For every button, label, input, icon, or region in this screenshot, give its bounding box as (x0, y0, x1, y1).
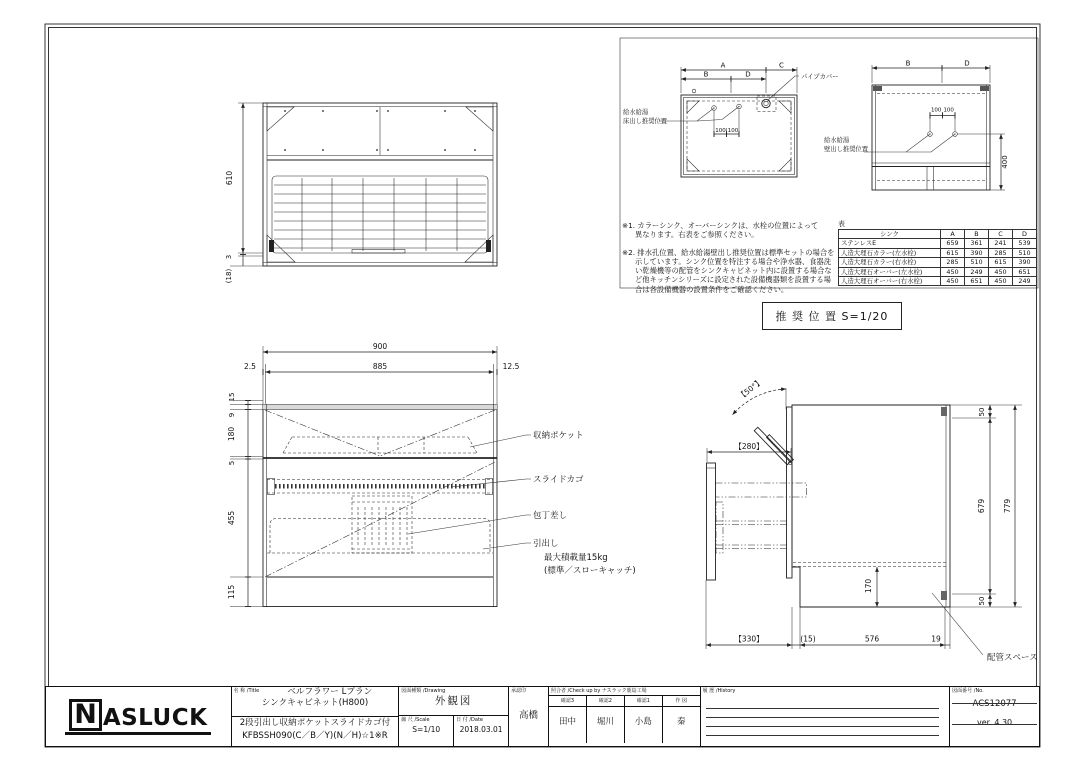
dim-50-top: 50 (978, 407, 986, 417)
dim-330: 【330】 (734, 634, 764, 644)
val-d: 390 (1013, 258, 1037, 267)
dim-12-5: 12.5 (502, 362, 520, 371)
check-col (586, 696, 624, 743)
scale-caption-box (762, 302, 902, 330)
check-col (549, 696, 586, 743)
dim-b: B (703, 70, 709, 79)
product-name: シンクキャビネット(H800) (261, 698, 369, 708)
val-c: 450 (989, 267, 1013, 276)
dim-455: 455 (227, 510, 236, 526)
val-a: 450 (941, 267, 965, 276)
check-role: 確認1 (625, 696, 662, 707)
val-d: 539 (1013, 239, 1037, 248)
dim-2-5: 2.5 (244, 362, 256, 371)
checker-name: 田中 (558, 717, 576, 727)
dim-a: A (720, 61, 726, 70)
val-a: 285 (941, 258, 965, 267)
side-view (706, 376, 1038, 663)
history-line (706, 717, 940, 718)
plan-view (623, 62, 839, 178)
dim-100-wall-2: 100 (943, 107, 954, 114)
history-line (706, 726, 940, 727)
note-1-line: ※1. カラーシンク、オーバーシンクは、水栓の位置によって (622, 221, 819, 230)
table-row (839, 239, 1037, 248)
drawing-version: ver. 4.30 (977, 718, 1013, 727)
val-b: 249 (965, 267, 989, 276)
label-pipe-space: 配管スペース (987, 653, 1038, 663)
val-d: 651 (1013, 267, 1037, 276)
history-line (706, 708, 940, 709)
dim-9: 9 (228, 412, 236, 418)
dim-rear-b: B (905, 59, 911, 68)
table-row (839, 277, 1037, 286)
check-role: 確認3 (549, 696, 586, 707)
label-wall-supply-1: 給水給湯 (824, 137, 850, 144)
product-code: KFBSSH090(C／B／Y)(N／H)☆1※R (242, 731, 388, 741)
drawing-type-header: 図面種類 /Drawing (401, 688, 446, 694)
check-role: 確認2 (587, 696, 624, 707)
col-header-c: C (989, 230, 1013, 239)
checker-name: 堀川 (596, 717, 614, 727)
sink-type: 人造大理石カラー(左水栓) (839, 248, 941, 257)
dim-885: 885 (372, 362, 388, 371)
check-col (662, 696, 700, 743)
val-c: 285 (989, 248, 1013, 257)
drawing-number-header: 図面番号 /No. (952, 688, 984, 694)
history-header: 履 歴 /History (702, 688, 736, 694)
dim-610: 610 (225, 170, 234, 186)
col-header-b: B (965, 230, 989, 239)
title-header: 名 称 /Title (233, 688, 260, 694)
val-a: 615 (941, 248, 965, 257)
scale-value: S=1/10 (412, 725, 441, 734)
logo-cell (46, 687, 231, 746)
product-spec: 2段引出し収納ポケットスライドカゴ付 (239, 718, 391, 728)
dim-d: D (745, 70, 751, 79)
top-view (225, 103, 497, 283)
check-cell (548, 687, 700, 746)
label-drawer-note: (標準／スローキャッチ) (544, 566, 636, 576)
dim-15: 15 (228, 392, 236, 402)
val-d: 249 (1013, 277, 1037, 286)
val-c: 450 (989, 277, 1013, 286)
date-header: 日 付 /Date (456, 717, 483, 723)
dim-50-bottom: 50 (978, 596, 986, 606)
drawing-number-cell (949, 687, 1039, 746)
dim-400: 400 (1001, 155, 1009, 169)
note-1 (622, 221, 836, 240)
dim-679: 679 (977, 498, 986, 514)
dim-angle-50: 【50°】 (736, 376, 765, 402)
val-c: 241 (989, 239, 1013, 248)
sink-dimension-table (838, 220, 1037, 286)
table-row (839, 258, 1037, 267)
table-row (839, 248, 1037, 257)
history-cell (700, 687, 950, 746)
label-wall-supply-2: 壁出し推奨位置 (824, 146, 869, 153)
dim-779: 779 (1003, 498, 1012, 514)
approval-cell (508, 687, 548, 746)
dim-900: 900 (372, 342, 388, 351)
note-2-line: 合は各設備機器の設置条件をご確認ください。 (635, 284, 789, 294)
title-cell (231, 687, 399, 746)
col-header-d: D (1013, 230, 1037, 239)
dim-15-gap: (15) (800, 634, 816, 644)
rear-view (824, 60, 1009, 191)
history-line (706, 735, 940, 736)
drawing-type: 外観図 (434, 695, 473, 707)
val-b: 651 (965, 277, 989, 286)
dim-c: C (779, 61, 784, 70)
label-pipe-cover: パイプカバー (801, 73, 839, 81)
date-value: 2018.03.01 (459, 725, 503, 734)
dim-3: 3 (225, 254, 233, 260)
val-b: 361 (965, 239, 989, 248)
label-floor-supply-2: 床出し推奨位置 (623, 118, 668, 125)
val-a: 659 (941, 239, 965, 248)
dim-19: 19 (931, 634, 941, 644)
dim-576: 576 (864, 634, 880, 644)
dim-180: 180 (227, 426, 236, 442)
label-slide-basket: スライドカゴ (533, 475, 584, 485)
logo-text: ASLUCK (102, 704, 208, 731)
label-knife-holder: 包丁差し (533, 511, 568, 521)
val-b: 390 (965, 248, 989, 257)
logo-letter-n: N (69, 699, 102, 731)
scale-header: 縮 尺 /Scale (401, 717, 430, 723)
check-role: 作 図 (663, 696, 700, 707)
note-2-line: ど他キッチンシリーズに設定された設備機器類を設置する場 (635, 275, 831, 285)
sheet-frame (45, 24, 1040, 747)
label-drawer-load: 最大積載量15kg (544, 553, 608, 563)
sink-type: 人造大理石オーバー(右水栓) (839, 277, 941, 286)
sink-type: 人造大理石カラー(右水栓) (839, 258, 941, 267)
dim-280: 【280】 (734, 442, 764, 451)
nasluck-logo (65, 699, 211, 735)
dim-100-floor-2: 100 (727, 128, 739, 134)
label-drawer: 引出し (533, 539, 559, 549)
note-1-line: 異なります。右表をご参照ください。 (635, 230, 759, 240)
dim-100-wall-1: 100 (930, 107, 942, 114)
val-b: 510 (965, 258, 989, 267)
note-2-line: い乾燥機等の配管をシンクキャビネット内に設置する場合な (635, 266, 832, 276)
dim-100-floor-1: 100 (715, 128, 726, 134)
dim-5: 5 (228, 460, 236, 466)
dim-115: 115 (227, 584, 236, 600)
checker-name: 秦 (676, 717, 686, 727)
scale-caption: 推 奨 位 置 S=1/20 (775, 310, 889, 323)
label-floor-supply-1: 給水給湯 (623, 109, 649, 116)
col-header-a: A (941, 230, 965, 239)
sink-type: ステンレスE (839, 239, 941, 248)
sink-type: 人造大理石オーバー(左水栓) (839, 267, 941, 276)
note-2-line: ※2. 排水孔位置、給水給湯壁出し推奨位置は標準セットの場合を (622, 247, 835, 257)
divider-line (952, 724, 1037, 725)
note-2-line: 示しています。シンク位置を特注する場合や浄水器、食器洗 (635, 256, 832, 266)
checker-name: 小島 (634, 717, 652, 727)
dim-170: 170 (864, 578, 873, 594)
check-col (624, 696, 662, 743)
val-a: 450 (941, 277, 965, 286)
drawing-type-cell (398, 687, 508, 746)
approver-name: 高橋 (519, 710, 539, 721)
label-pocket: 収納ポケット (533, 431, 584, 441)
approval-header: 承認印 (511, 688, 527, 694)
note-2 (622, 248, 836, 294)
table-caption: 表 (838, 220, 845, 228)
notes (622, 221, 836, 302)
title-block (45, 686, 1040, 747)
val-d: 510 (1013, 248, 1037, 257)
val-c: 615 (989, 258, 1013, 267)
col-header-sink: シンク (839, 230, 941, 239)
table-row (839, 267, 1037, 276)
drawing-number: ACS12077 (972, 699, 1017, 709)
front-view (227, 342, 636, 607)
check-header: 照合者 /Check up by ナスラック鹿島工場 (549, 687, 700, 696)
product-series: ベルフラワー Lプラン (287, 687, 373, 697)
dim-18: (18) (225, 268, 233, 284)
dim-rear-d: D (964, 59, 970, 68)
divider-line (952, 703, 1037, 704)
table-header-row (839, 230, 1037, 239)
